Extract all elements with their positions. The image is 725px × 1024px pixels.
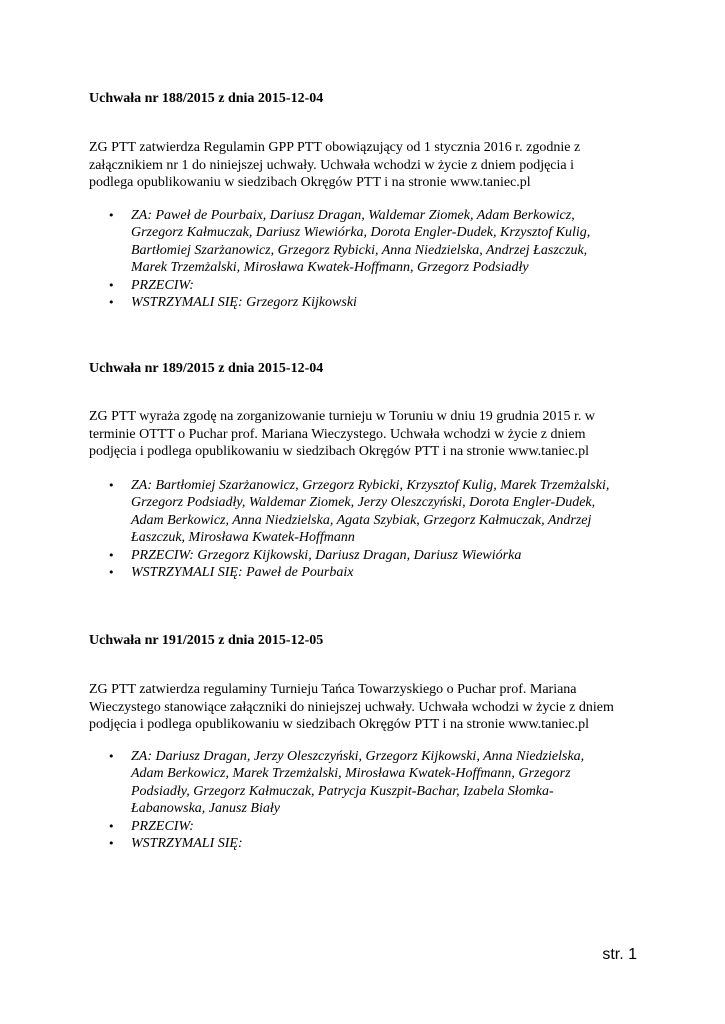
vote-line: Marek Trzemżalski, Mirosława Kwatek-Hoffmann, Grzegorz Podsiadły (131, 260, 529, 276)
bullet-icon: • (108, 819, 115, 833)
body-line: podlega opublikowaniu w siedzibach Okręgów PTT i na stronie www.taniec.pl (89, 175, 531, 191)
vote-for (108, 748, 648, 818)
vote-line: Łaszczuk, Mirosława Kwatek-Hoffmann (131, 530, 355, 546)
vote-list (108, 748, 648, 852)
vote-line: Grzegorz Kałmuczak, Dariusz Wiewiórka, Dorota Engler-Dudek, Krzysztof Kulig, (131, 225, 591, 241)
vote-line: PRZECIW: Grzegorz Kijkowski, Dariusz Dragan, Dariusz Wiewiórka (131, 547, 522, 563)
bullet-icon: • (108, 837, 115, 851)
bullet-icon: • (108, 566, 115, 580)
vote-abstain (108, 564, 648, 581)
vote-line: Podsiadły, Grzegorz Kałmuczak, Patrycja Kuszpit-Bachar, Izabela Słomka- (131, 783, 554, 799)
vote-line: Adam Berkowicz, Anna Niedzielska, Agata Szybiak, Grzegorz Kałmuczak, Andrzej (131, 512, 592, 528)
vote-abstain (108, 835, 648, 852)
page-number: str. 1 (602, 946, 637, 963)
vote-list (108, 207, 648, 311)
body-line: ZG PTT zatwierdza Regulamin GPP PTT obowiązujący od 1 stycznia 2016 r. zgodnie z (89, 140, 581, 155)
vote-line: ZA: Bartłomiej Szarżanowicz, Grzegorz Rybicki, Krzysztof Kulig, Marek Trzemżalski, (131, 478, 610, 493)
vote-against (108, 277, 648, 294)
body-line: terminie OTTT o Puchar prof. Mariana Wieczystego. Uchwała wchodzi w życie z dniem (89, 426, 586, 442)
vote-line: Bartłomiej Szarżanowicz, Grzegorz Rybicki, Anna Niedzielska, Andrzej Łaszczuk, (131, 242, 588, 258)
vote-line: Adam Berkowicz, Marek Trzemżalski, Mirosława Kwatek-Hoffmann, Grzegorz (131, 766, 571, 782)
vote-line: Grzegorz Podsiadły, Waldemar Ziomek, Jerzy Oleszczyński, Dorota Engler-Dudek, (131, 495, 596, 511)
vote-line: Łabanowska, Janusz Biały (131, 801, 280, 817)
vote-against (108, 547, 648, 564)
body-line: ZG PTT zatwierdza regulaminy Turnieju Tańca Towarzyskiego o Puchar prof. Mariana (89, 682, 577, 697)
resolution-title: Uchwała nr 191/2015 z dnia 2015-12-05 (89, 633, 324, 648)
resolution-body (89, 408, 649, 461)
vote-line: PRZECIW: (131, 277, 194, 293)
body-line: ZG PTT wyraża zgodę na zorganizowanie turnieju w Toruniu w dniu 19 grudnia 2015 r. w (89, 409, 596, 424)
body-line: załącznikiem nr 1 do niniejszej uchwały. Uchwała wchodzi w życie z dniem podjęcia i (89, 157, 575, 173)
resolution-body (89, 681, 649, 734)
vote-for (108, 477, 648, 547)
vote-line: ZA: Paweł de Pourbaix, Dariusz Dragan, Waldemar Ziomek, Adam Berkowicz, (131, 208, 575, 223)
bullet-icon: • (108, 278, 115, 292)
bullet-icon: • (108, 548, 115, 562)
bullet-icon: • (108, 750, 115, 763)
vote-line: WSTRZYMALI SIĘ: Grzegorz Kijkowski (131, 295, 357, 311)
vote-list (108, 477, 648, 581)
vote-line: ZA: Dariusz Dragan, Jerzy Oleszczyński, Grzegorz Kijkowski, Anna Niedzielska, (131, 749, 585, 764)
vote-abstain (108, 294, 648, 311)
bullet-icon: • (108, 296, 115, 310)
vote-against (108, 818, 648, 835)
body-line: podjęcia i podlega opublikowaniu w siedzibach Okręgów PTT i na stronie www.taniec.pl (89, 444, 589, 460)
vote-line: PRZECIW: (131, 818, 194, 834)
vote-line: WSTRZYMALI SIĘ: Paweł de Pourbaix (131, 565, 354, 581)
bullet-icon: • (108, 209, 115, 222)
bullet-icon: • (108, 479, 115, 492)
body-line: podjęcia i podlega opublikowaniu w siedzibach Okręgów PTT i na stronie www.taniec.pl (89, 717, 589, 733)
vote-line: WSTRZYMALI SIĘ: (131, 836, 243, 852)
resolution-body (89, 139, 649, 192)
resolution-title: Uchwała nr 189/2015 z dnia 2015-12-04 (89, 361, 324, 376)
body-line: Wieczystego stanowiące załączniki do niniejszej uchwały. Uchwała wchodzi w życie z dniem (89, 699, 614, 715)
resolution-title: Uchwała nr 188/2015 z dnia 2015-12-04 (89, 91, 324, 106)
vote-for (108, 207, 648, 277)
